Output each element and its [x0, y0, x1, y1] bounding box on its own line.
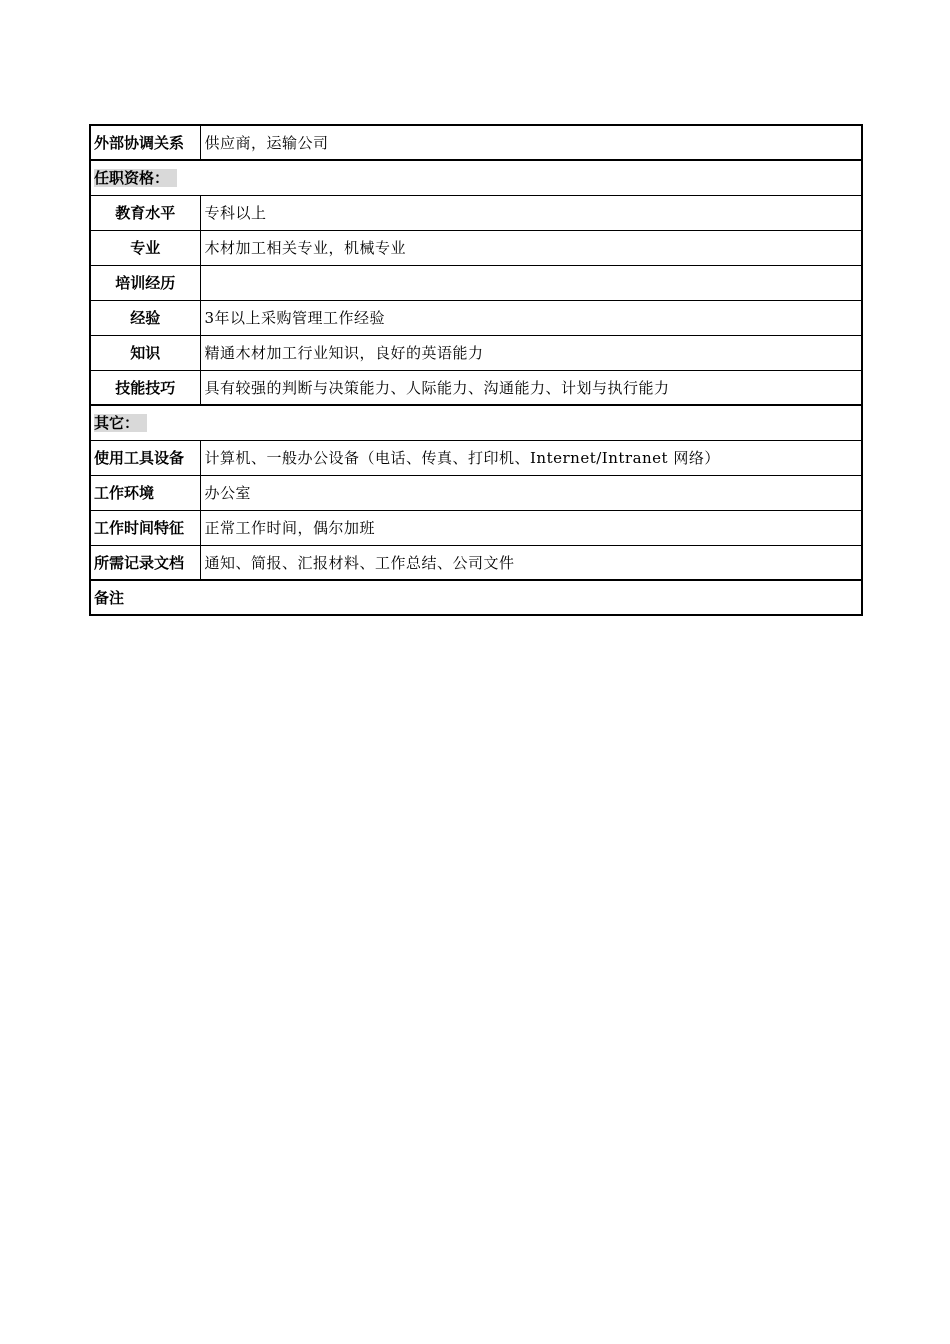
row-value: 具有较强的判断与决策能力、人际能力、沟通能力、计划与执行能力 — [200, 370, 862, 405]
section-header-qualifications — [90, 160, 862, 195]
section-header-other — [90, 405, 862, 440]
table-row-documents — [90, 545, 862, 580]
row-value: 计算机、一般办公设备（电话、传真、打印机、Internet/Intranet 网络） — [200, 440, 862, 475]
row-label: 技能技巧 — [90, 370, 200, 405]
row-value: 木材加工相关专业，机械专业 — [200, 230, 862, 265]
table-row-work-time — [90, 510, 862, 545]
row-label: 使用工具设备 — [90, 440, 200, 475]
row-value: 通知、简报、汇报材料、工作总结、公司文件 — [200, 545, 862, 580]
row-label: 专业 — [90, 230, 200, 265]
row-label: 经验 — [90, 300, 200, 335]
section-title: 其它： — [94, 414, 147, 432]
row-value: 办公室 — [200, 475, 862, 510]
row-value — [200, 265, 862, 300]
table-row-education — [90, 195, 862, 230]
table-row-environment — [90, 475, 862, 510]
job-description-table — [89, 124, 863, 616]
row-label: 知识 — [90, 335, 200, 370]
row-value: 供应商，运输公司 — [200, 125, 862, 160]
table-row-knowledge — [90, 335, 862, 370]
table-row-training — [90, 265, 862, 300]
row-label: 培训经历 — [90, 265, 200, 300]
section-title: 任职资格： — [94, 169, 177, 187]
table-row-skills — [90, 370, 862, 405]
row-label: 教育水平 — [90, 195, 200, 230]
row-value: 3年以上采购管理工作经验 — [200, 300, 862, 335]
row-value: 精通木材加工行业知识，良好的英语能力 — [200, 335, 862, 370]
table-row-major — [90, 230, 862, 265]
table-row-external-coordination — [90, 125, 862, 160]
row-label: 外部协调关系 — [90, 125, 200, 160]
row-label: 所需记录文档 — [90, 545, 200, 580]
table-row-tools — [90, 440, 862, 475]
row-label: 工作环境 — [90, 475, 200, 510]
row-value: 专科以上 — [200, 195, 862, 230]
table-row-remarks — [90, 580, 862, 615]
table-row-experience — [90, 300, 862, 335]
row-value: 正常工作时间，偶尔加班 — [200, 510, 862, 545]
remarks-label: 备注 — [90, 580, 862, 615]
row-label: 工作时间特征 — [90, 510, 200, 545]
